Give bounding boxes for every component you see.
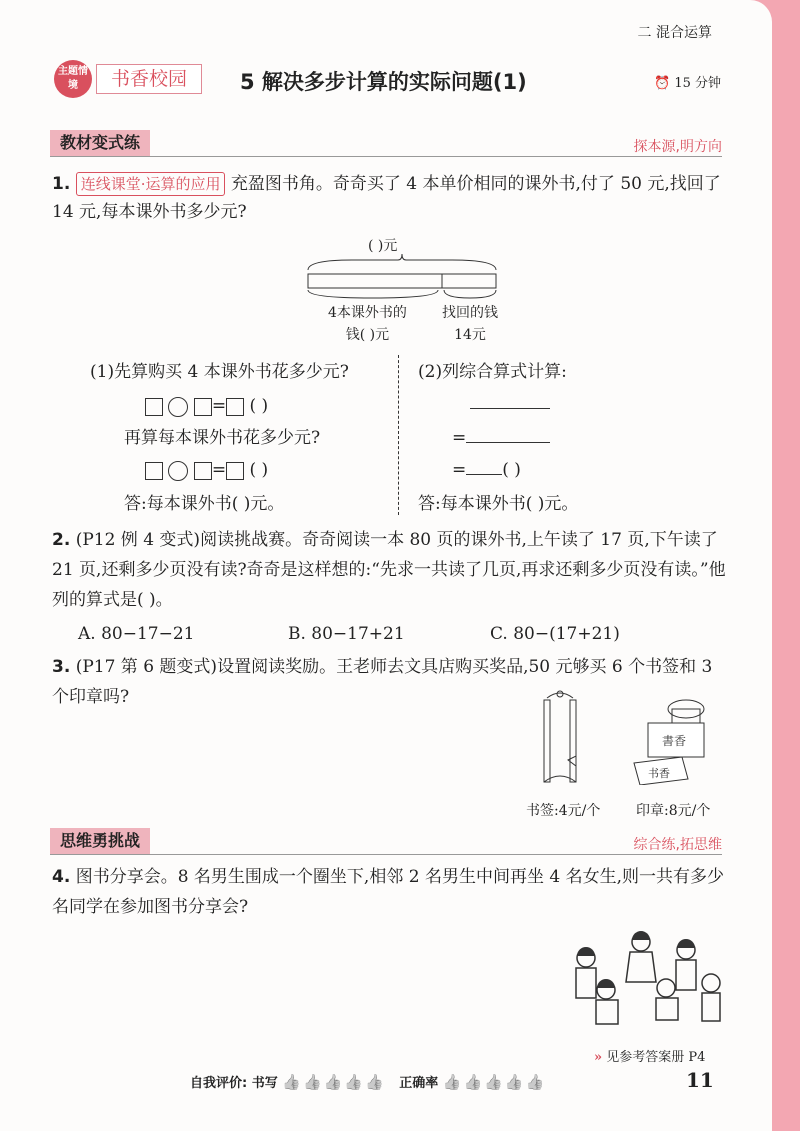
equation-blank[interactable]: = ( ) [145,392,268,420]
question-2: 2. (P12 例 4 变式)阅读挑战赛。奇奇阅读一本 80 页的课外书,上午读了 17 页,下午读了 21 页,还剩多少页没有读?奇奇是这样想的:“先求一共读了几页,再求还剩多少页没有读。”他列的算式是( )。 [52,530,726,610]
thumb-rating-accuracy[interactable] [442,1073,546,1091]
option-b[interactable]: B. 80−17+21 [288,624,405,644]
question-4: 4. 图书分享会。8 名男生围成一个圈坐下,相邻 2 名男生中间再坐 4 名女生,则一共有多少名同学在参加图书分享会? [52,867,724,917]
section-subtitle: 探本源,明方向 [633,139,722,155]
thumbs-up-icon[interactable]: 👍 [504,1073,524,1091]
bookmark-price: 书签:4元/个 [526,803,601,819]
self-evaluation: 自我评价: 书写 👍 👍 👍 👍 👍 正确率 👍 👍 👍 👍 👍 [190,1073,545,1091]
link-chip: 连线课堂·运算的应用 [76,172,226,196]
brace-diagram [302,252,502,302]
answer-line[interactable]: 答:每本课外书( )元。 [418,494,579,514]
answer-blank[interactable]: = [452,424,550,452]
answer-line[interactable]: 答:每本课外书( )元。 [124,494,285,514]
question-3: 3. (P17 第 6 题变式)设置阅读奖励。王老师去文具店购买奖品,50 元够买 6 个书签和 3 个印章吗? [52,657,713,707]
option-a[interactable]: A. 80−17−21 [78,624,195,644]
subquestion-1b: 再算每本课外书花多少元? [124,428,321,448]
divider [50,854,722,855]
thumbs-up-icon[interactable]: 👍 [442,1073,462,1091]
thumbs-up-icon[interactable]: 👍 [344,1073,364,1091]
thumb-rating-writing[interactable] [282,1073,385,1091]
thumbs-up-icon[interactable]: 👍 [484,1073,503,1091]
bookmark-illustration [530,690,590,790]
svg-text:書香: 書香 [662,734,687,748]
option-c[interactable]: C. 80−(17+21) [490,624,620,644]
answer-blank[interactable] [470,408,550,409]
section-subtitle: 综合练,拓思维 [633,837,722,853]
alarm-clock-icon: ⏰ [654,76,671,91]
children-circle-illustration [566,928,726,1028]
theme-tag: 书香校园 [96,64,202,94]
divider [398,355,399,515]
thumbs-up-icon[interactable]: 👍 [463,1073,483,1091]
svg-text:书香: 书香 [648,767,670,780]
double-chevron-icon: » [594,1050,603,1065]
section-label: 思维勇挑战 [50,828,150,854]
divider [50,156,722,157]
section-label: 教材变式练 [50,130,150,156]
question-1: 1. 连线课堂·运算的应用 充盈图书角。奇奇买了 4 本单价相同的课外书,付了 50 元,找回了 14 元,每本课外书多少元? [52,174,721,222]
thumbs-up-icon[interactable]: 👍 [323,1073,343,1091]
equation-blank[interactable]: = ( ) [145,456,268,484]
bar-diagram: ( )元 4本课外书的 钱( )元 找回的钱 14元 [302,232,502,342]
thumbs-up-icon[interactable]: 👍 [525,1073,545,1091]
page-number: 11 [686,1068,714,1092]
subquestion-2: (2)列综合算式计算: [418,362,567,382]
time-limit: ⏰ 15 分钟 [654,76,722,91]
thumbs-up-icon[interactable]: 👍 [302,1073,322,1091]
thumbs-up-icon[interactable]: 👍 [365,1073,384,1091]
thumbs-up-icon[interactable]: 👍 [282,1073,301,1091]
answer-reference[interactable]: » 见参考答案册 P4 [594,1050,706,1065]
answer-blank[interactable]: = ( ) [452,456,521,484]
unit-header: 二 混合运算 [637,25,712,41]
subquestion-1: (1)先算购买 4 本课外书花多少元? [90,362,349,382]
stamp-price: 印章:8元/个 [636,803,711,819]
theme-badge: 主题情境 [54,60,92,98]
lesson-title: 5 解决多步计算的实际问题(1) [240,70,527,94]
stamp-illustration [628,695,718,785]
